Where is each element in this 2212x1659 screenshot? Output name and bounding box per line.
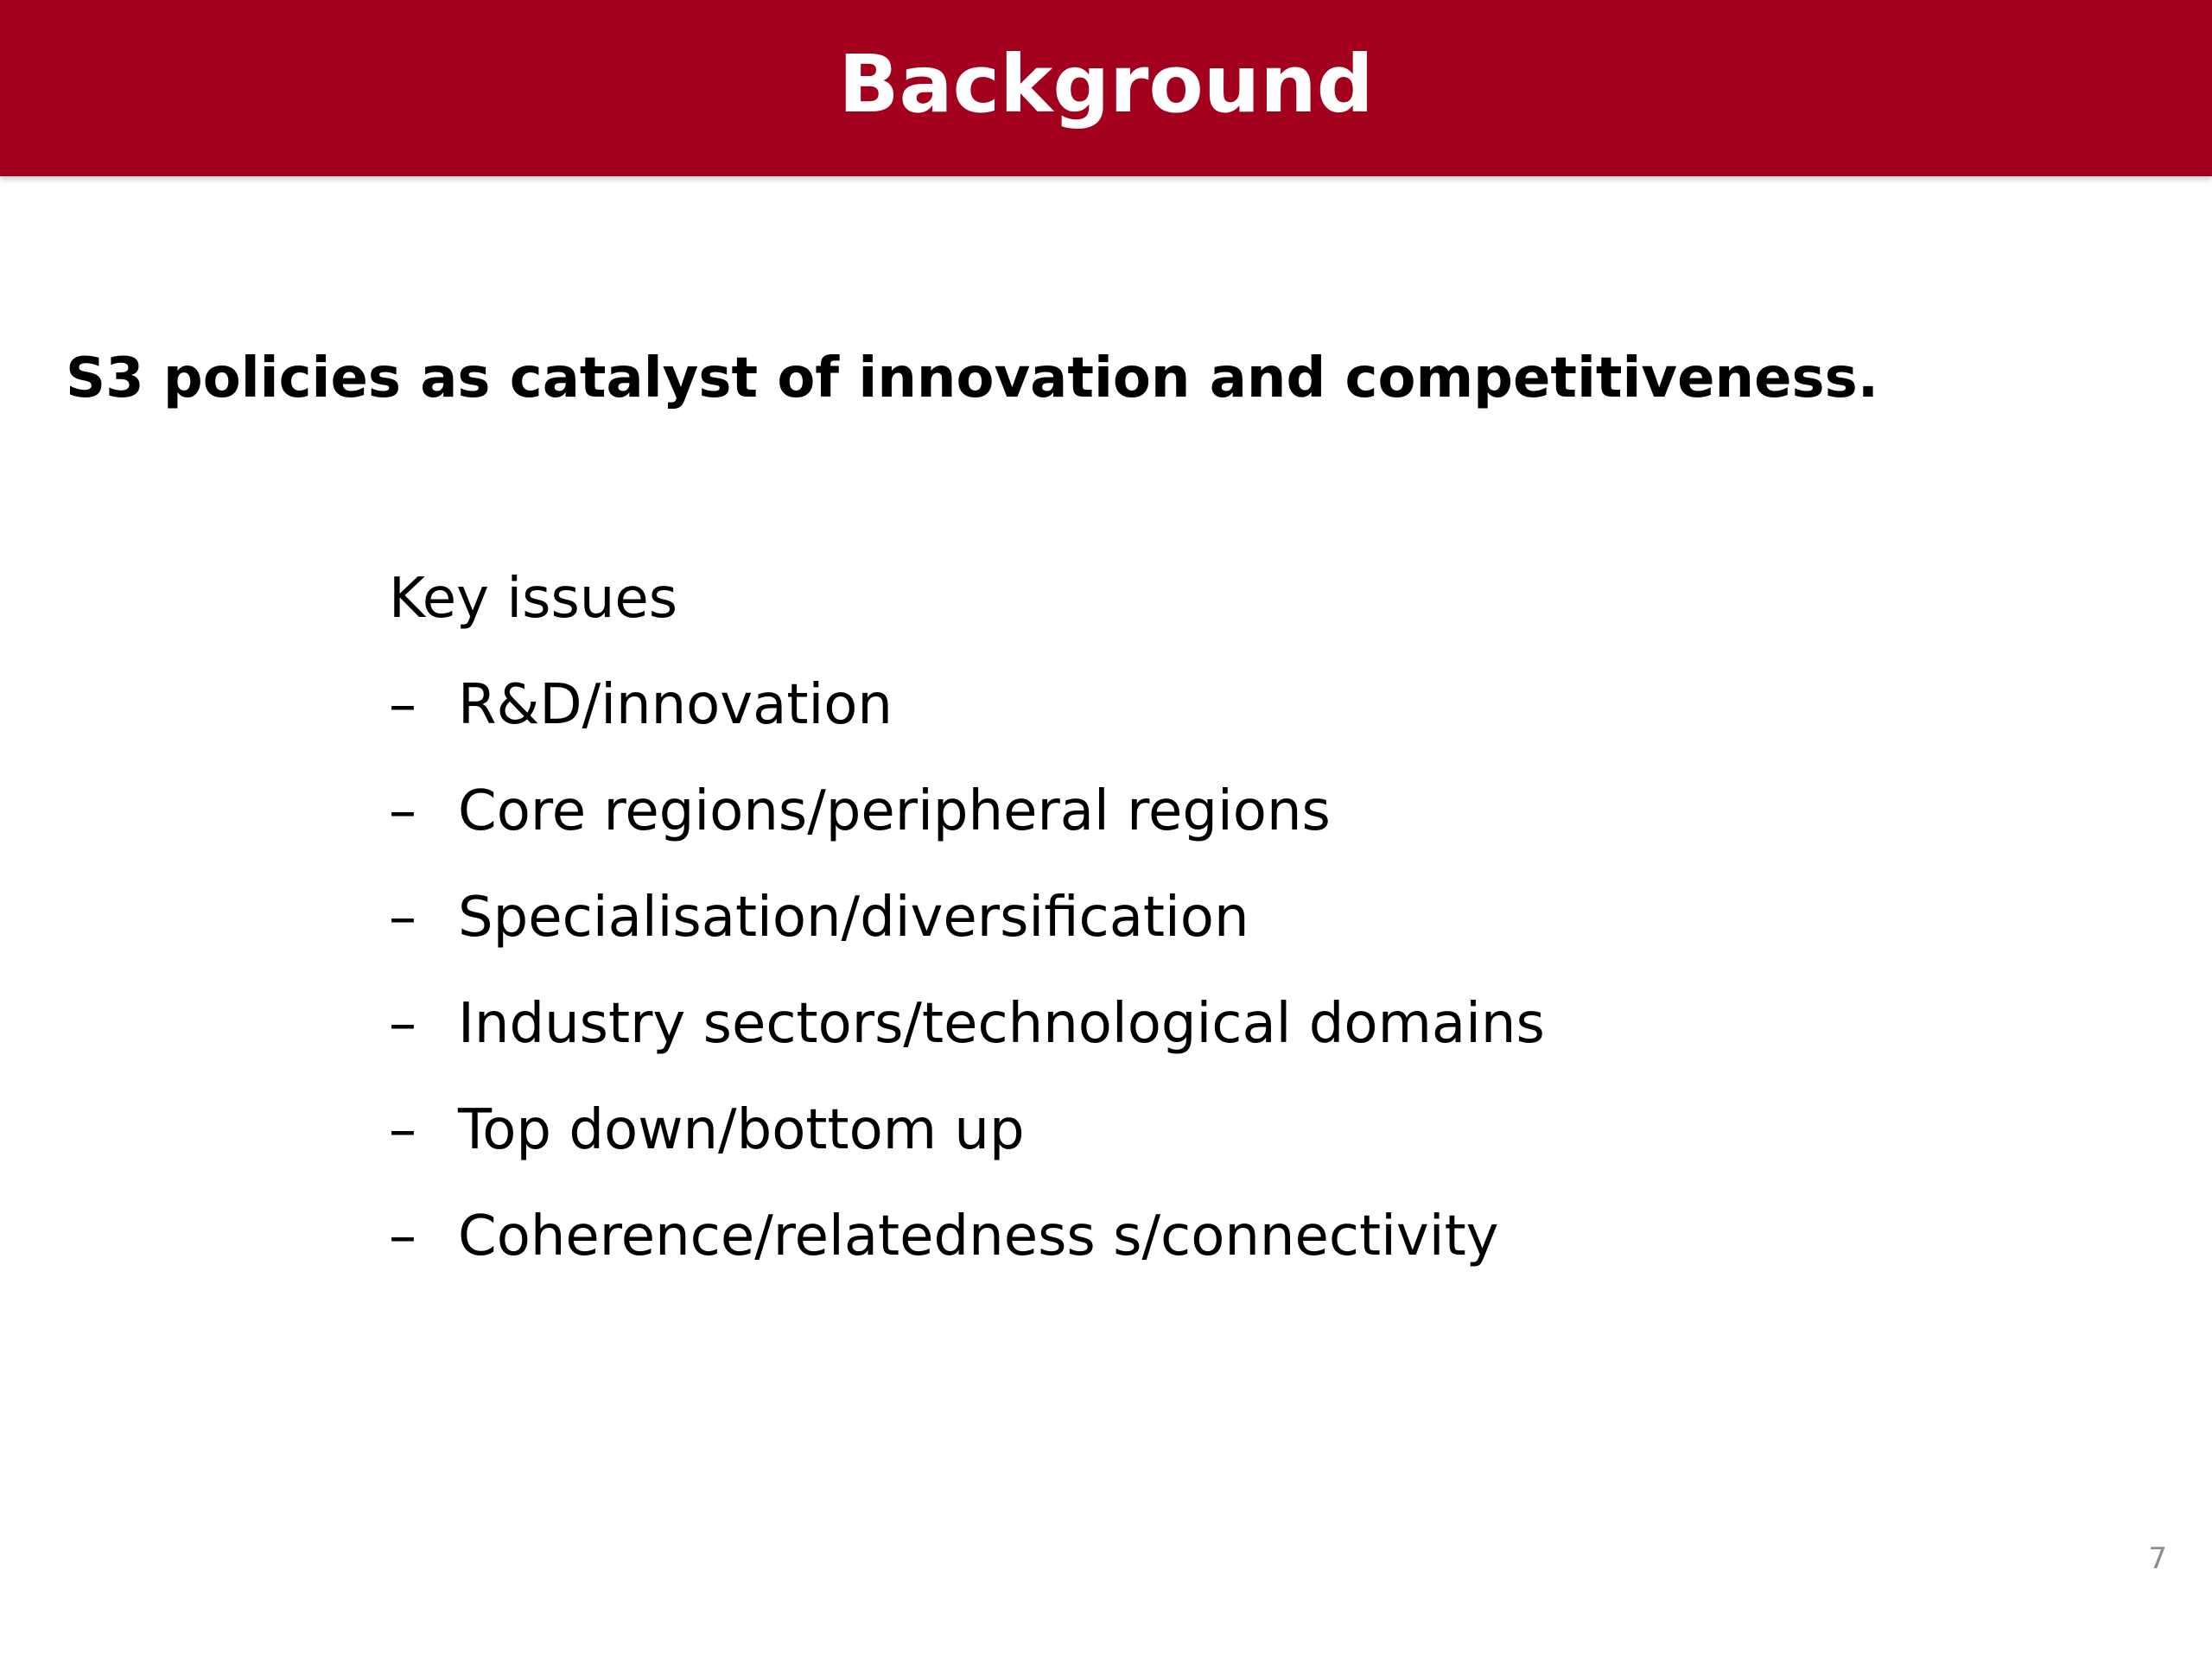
slide-title: Background (838, 38, 1374, 130)
list-item-text: R&D/innovation (458, 673, 893, 737)
dash-bullet-icon: – (389, 886, 416, 950)
list-item-text: Core regions/peripheral regions (458, 779, 1331, 843)
dash-bullet-icon: – (389, 1205, 416, 1268)
list-item-text: Specialisation/diversification (458, 886, 1249, 950)
list-item (389, 652, 1545, 759)
slide-heading: S3 policies as catalyst of innovation and competitiveness. (66, 346, 1878, 410)
list-item-text: Coherence/relatedness s/connectivity (458, 1205, 1499, 1268)
dash-bullet-icon: – (389, 779, 416, 843)
dash-bullet-icon: – (389, 673, 416, 737)
page-number: 7 (2148, 1541, 2167, 1576)
list-item (389, 1184, 1545, 1290)
key-issues-list (389, 546, 1545, 1290)
list-item-text: Industry sectors/technological domains (458, 992, 1545, 1056)
list-item (389, 1077, 1545, 1184)
list-item (389, 971, 1545, 1077)
title-bar (0, 0, 2212, 176)
list-item-text: Top down/bottom up (458, 1098, 1025, 1162)
list-item (389, 865, 1545, 971)
key-issues-label: Key issues (389, 567, 678, 631)
dash-bullet-icon: – (389, 1098, 416, 1162)
list-item (389, 759, 1545, 865)
dash-bullet-icon: – (389, 992, 416, 1056)
